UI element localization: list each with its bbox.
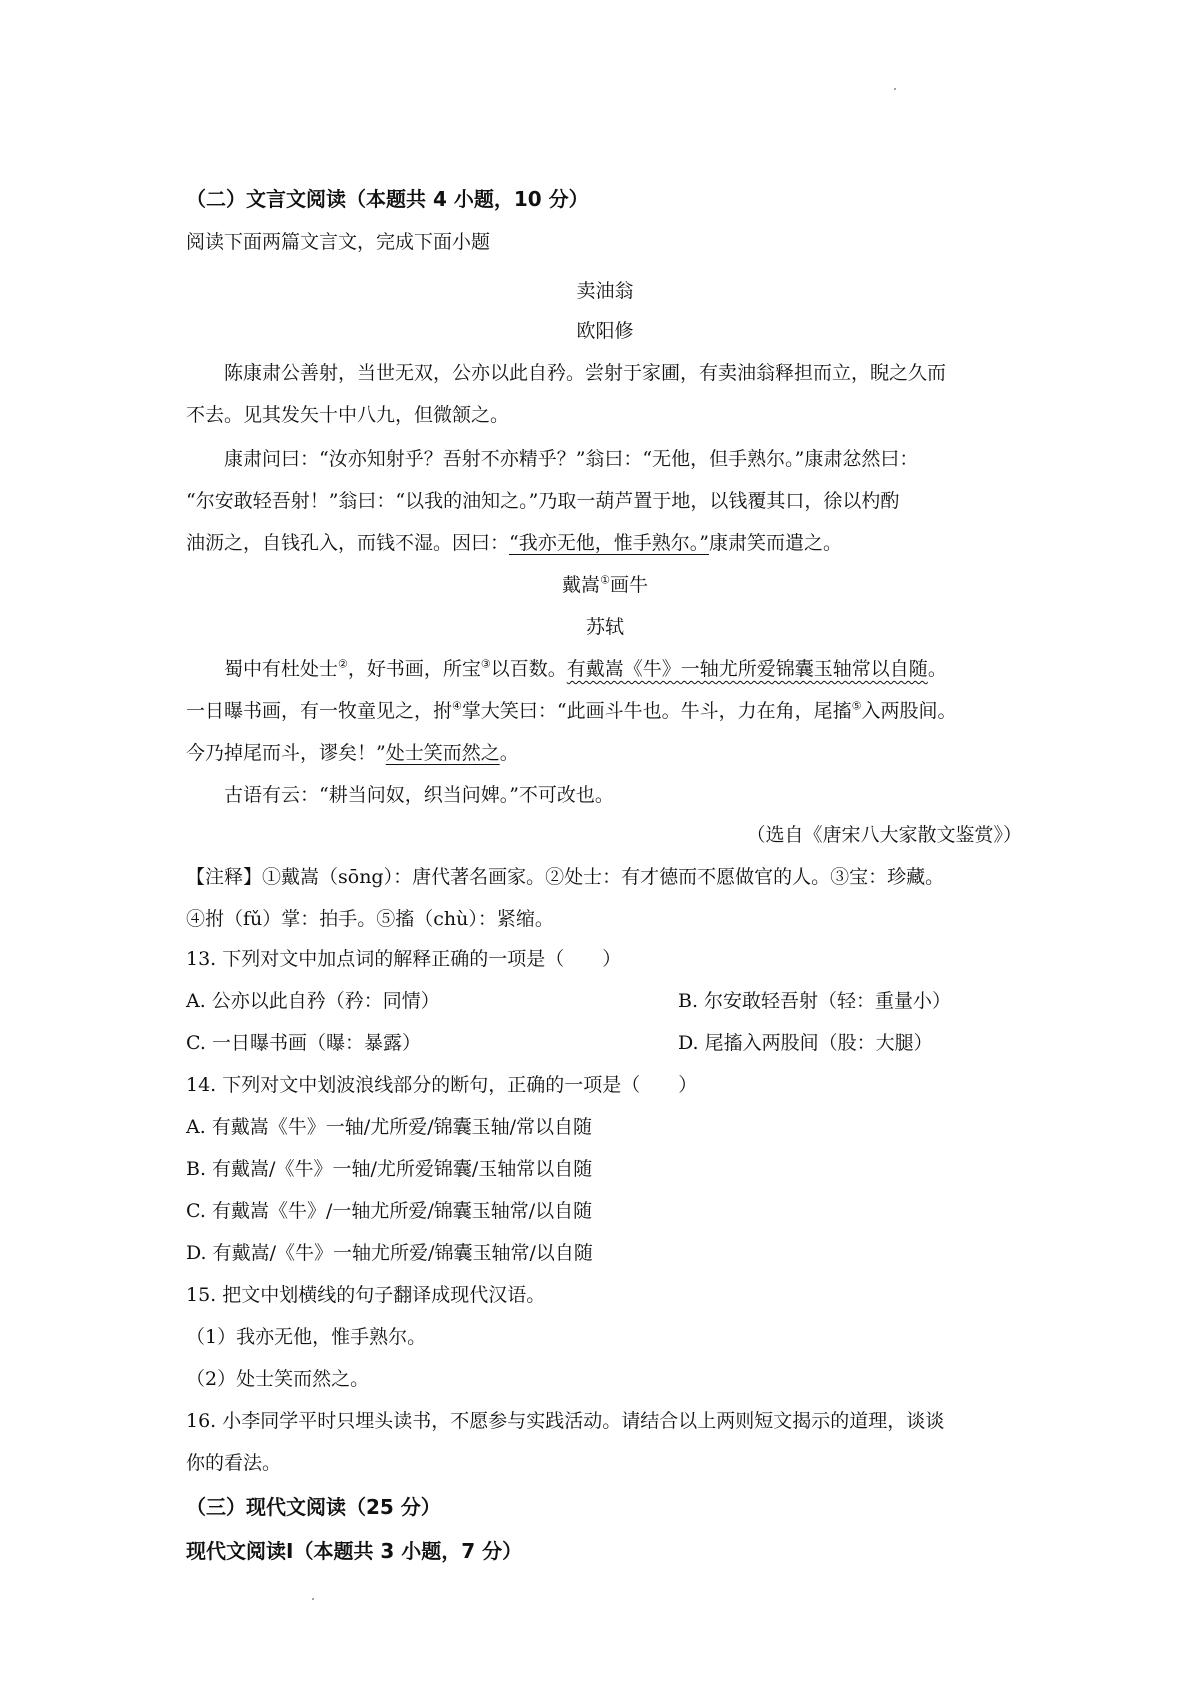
note-marker-1: ① [600,573,610,587]
section-instruction: 阅读下面两篇文言文，完成下面小题 [186,232,491,253]
text1-line3-tail: 康肃笑而遣之。 [708,532,842,554]
text-span: 。 [927,658,947,680]
source-citation: （选自《唐宋八大家散文鉴赏》） [746,824,1022,846]
question-14-option-a: A. 有戴嵩《牛》一轴/尤所爱/锦囊玉轴/常以自随 [186,1116,593,1138]
text2-title [0,572,1200,598]
question-15-stem: 15. 把文中划横线的句子翻译成现代汉语。 [186,1284,546,1306]
question-13-stem: 13. 下列对文中加点词的解释正确的一项是（ ） [186,948,622,970]
text-span: 入两股间。 [861,700,957,722]
text2-paragraph1-line2 [186,698,957,724]
question-15-sentence-1: （1）我亦无他，惟手熟尔。 [186,1326,427,1348]
text1-paragraph1-line2: 不去。见其发矢十中八九，但微颔之。 [186,404,510,426]
text2-title-name: 戴嵩 [562,574,601,596]
question-13-option-c: C. 一日曝书画（曝：暴露） [186,1032,421,1054]
text-span: 。 [499,742,519,764]
question-16-line1: 16. 小李同学平时只埋头读书，不愿参与实践活动。请结合以上两则短文揭示的道理，谈谈 [186,1410,945,1432]
section-heading-classical: （二）文言文阅读（本题共 4 小题，10 分） [186,187,589,211]
text2-paragraph1-line3 [186,740,519,766]
underlined-sentence-1: “我亦无他，惟手熟尔。” [509,532,709,554]
text-span: 一日曝书画，有一牧童见之，拊 [186,700,453,722]
scan-dot [312,1598,314,1600]
question-16-line2: 你的看法。 [186,1452,282,1474]
text1-title: 卖油翁 [576,280,634,302]
text1-paragraph2-line1: 康肃问曰：“汝亦知射乎？吾射不亦精乎？”翁曰：“无他，但手熟尔。”康肃忿然曰： [224,448,919,470]
text-span: ，好书画，所宝 [347,658,481,680]
text-span: 今乃掉尾而斗，谬矣！” [186,742,386,764]
question-13-option-a: A. 公亦以此自矜（矜：同情） [186,990,440,1012]
subsection-heading-modern-1: 现代文阅读Ⅰ（本题共 3 小题，7 分） [186,1539,523,1563]
question-14-stem: 14. 下列对文中划波浪线部分的断句，正确的一项是（ ） [186,1074,698,1096]
note-marker-3: ③ [480,657,491,671]
underlined-sentence-2: 处士笑而然之 [385,742,500,764]
question-14-option-b: B. 有戴嵩/《牛》一轴/尤所爱锦囊/玉轴常以自随 [186,1158,593,1180]
text1-paragraph2-line3 [186,530,842,556]
text1-paragraph1-line1: 陈康肃公善射，当世无双，公亦以此自矜。尝射于家圃，有卖油翁释担而立，睨之久而 [224,362,947,384]
wavy-underlined-sentence: 有戴嵩《牛》一轴尤所爱锦囊玉轴常以自随 [566,658,928,680]
notes-line1: 【注释】①戴嵩（sōng）：唐代著名画家。②处士：有才德而不愿做官的人。③宝：珍藏。 [186,866,945,888]
question-13-option-d: D. 尾搐入两股间（股：大腿） [678,1032,933,1054]
text-span: 以百数。 [490,658,567,680]
text-span: 蜀中有杜处士 [224,658,339,680]
text2-author: 苏轼 [585,616,624,638]
text1-line3-lead: 油沥之，自钱孔入，而钱不湿。因曰： [186,532,510,554]
question-15-sentence-2: （2）处士笑而然之。 [186,1368,370,1390]
section-heading-modern: （三）现代文阅读（25 分） [186,1495,441,1519]
note-marker-2: ② [338,657,348,671]
text2-title-rest: 画牛 [609,574,648,596]
text2-paragraph1-line1 [224,656,947,682]
text1-paragraph2-line2: “尔安敢轻吾射！”翁曰：“以我的油知之。”乃取一葫芦置于地，以钱覆其口，徐以杓酌 [186,490,900,512]
question-13-option-b: B. 尔安敢轻吾射（轻：重量小） [678,990,952,1012]
note-marker-4: ④ [452,699,462,713]
question-14-option-d: D. 有戴嵩/《牛》一轴尤所爱/锦囊玉轴常/以自随 [186,1242,593,1264]
note-marker-5: ⑤ [851,699,862,713]
notes-line2: ④拊（fǔ）掌：拍手。⑤搐（chù）：紧缩。 [186,908,554,930]
text1-author: 欧阳修 [576,320,634,342]
text-span: 掌大笑曰：“此画斗牛也。牛斗，力在角，尾搐 [461,700,852,722]
text2-paragraph2: 古语有云：“耕当问奴，织当问婢。”不可改也。 [224,784,614,806]
scan-dot [894,88,896,90]
question-14-option-c: C. 有戴嵩《牛》/一轴尤所爱/锦囊玉轴常/以自随 [186,1200,593,1222]
